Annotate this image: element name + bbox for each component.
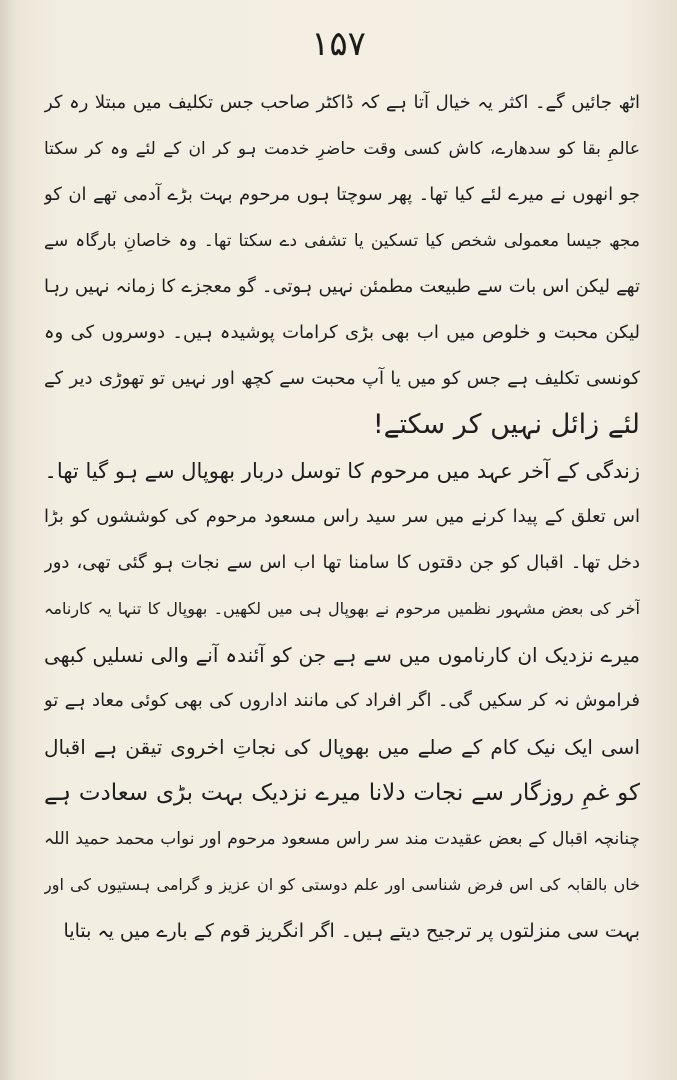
text-line: چنانچہ اقبال کے بعض عقیدت مند سر راس مسعود مرحوم اور نواب محمد حمید اللہ xyxy=(44,829,640,849)
text-line-paragraph-start: زندگی کے آخر عہد میں مرحوم کا توسل دربار بھوپال سے ہو گیا تھا۔ xyxy=(44,459,640,483)
page-body-text xyxy=(44,80,640,954)
text-line: کو غمِ روزگار سے نجات دلانا میرے نزدیک بہت بڑی سعادت ہے xyxy=(44,780,640,806)
text-line: آخر کی بعض مشہور نظمیں مرحوم نے بھوپال ہی میں لکھیں۔ بھوپال کا تنہا یہ کارنامہ xyxy=(44,599,640,618)
text-line: تھے لیکن اس بات سے طبیعت مطمئن نہیں ہوتی۔ گو معجزے کا زمانہ نہیں رہا xyxy=(44,276,640,297)
text-line: عالمِ بقا کو سدھارے، کاش کسی وقت حاضرِ خدمت ہو کر ان کے لئے وہ کر سکتا xyxy=(44,139,640,159)
text-line: اس تعلق کے پیدا کرنے میں سر سید راس مسعود مرحوم کی کوششوں کو بڑا xyxy=(44,506,640,527)
text-line: خاں بالقابہ کی اس فرض شناسی اور علم دوستی کو ان عزیز و گرامی ہستیوں کی اور xyxy=(44,875,640,894)
text-line: اسی ایک نیک کام کے صلے میں بھوپال کی نجاتِ اخروی تیقن ہے اقبال xyxy=(44,735,640,759)
text-line: جو انھوں نے میرے لئے کیا تھا۔ پھر سوچتا ہوں مرحوم بہت بڑے آدمی تھے ان کو xyxy=(44,184,640,205)
text-line: بہت سی منزلتوں پر ترجیح دیتے ہیں۔ اگر انگریز قوم کے بارے میں یہ بتایا xyxy=(63,920,640,942)
text-line: میرے نزدیک ان کارناموں میں سے ہے جن کو آئندہ آنے والی نسلیں کبھی xyxy=(44,643,640,667)
text-line: کونسی تکلیف ہے جس کو میں یا آپ محبت سے کچھ اور نہیں تو تھوڑی دیر کے xyxy=(44,368,640,389)
text-line: فراموش نہ کر سکیں گی۔ اگر افراد کی مانند اداروں کی بھی کوئی معاد ہے تو xyxy=(44,690,640,711)
text-line: مجھ جیسا معمولی شخص کیا تسکین یا تشفی دے سکتا تھا۔ وہ خاصانِ بارگاہ سے xyxy=(44,231,640,251)
text-line: لیکن محبت و خلوص میں اب بھی بڑی کرامات پوشیدہ ہیں۔ دوسروں کی وہ xyxy=(44,322,640,343)
text-line-paragraph-end: لئے زائل نہیں کر سکتے! xyxy=(372,409,640,440)
page-number: ۱۵۷ xyxy=(311,24,366,64)
text-line: دخل تھا۔ اقبال کو جن دقتوں کا سامنا تھا اب اس سے نجات ہو گئی تھی، دور xyxy=(44,552,640,573)
text-line: اٹھ جائیں گے۔ اکثر یہ خیال آتا ہے کہ ڈاکٹر صاحب جس تکلیف میں مبتلا رہ کر xyxy=(44,92,640,113)
